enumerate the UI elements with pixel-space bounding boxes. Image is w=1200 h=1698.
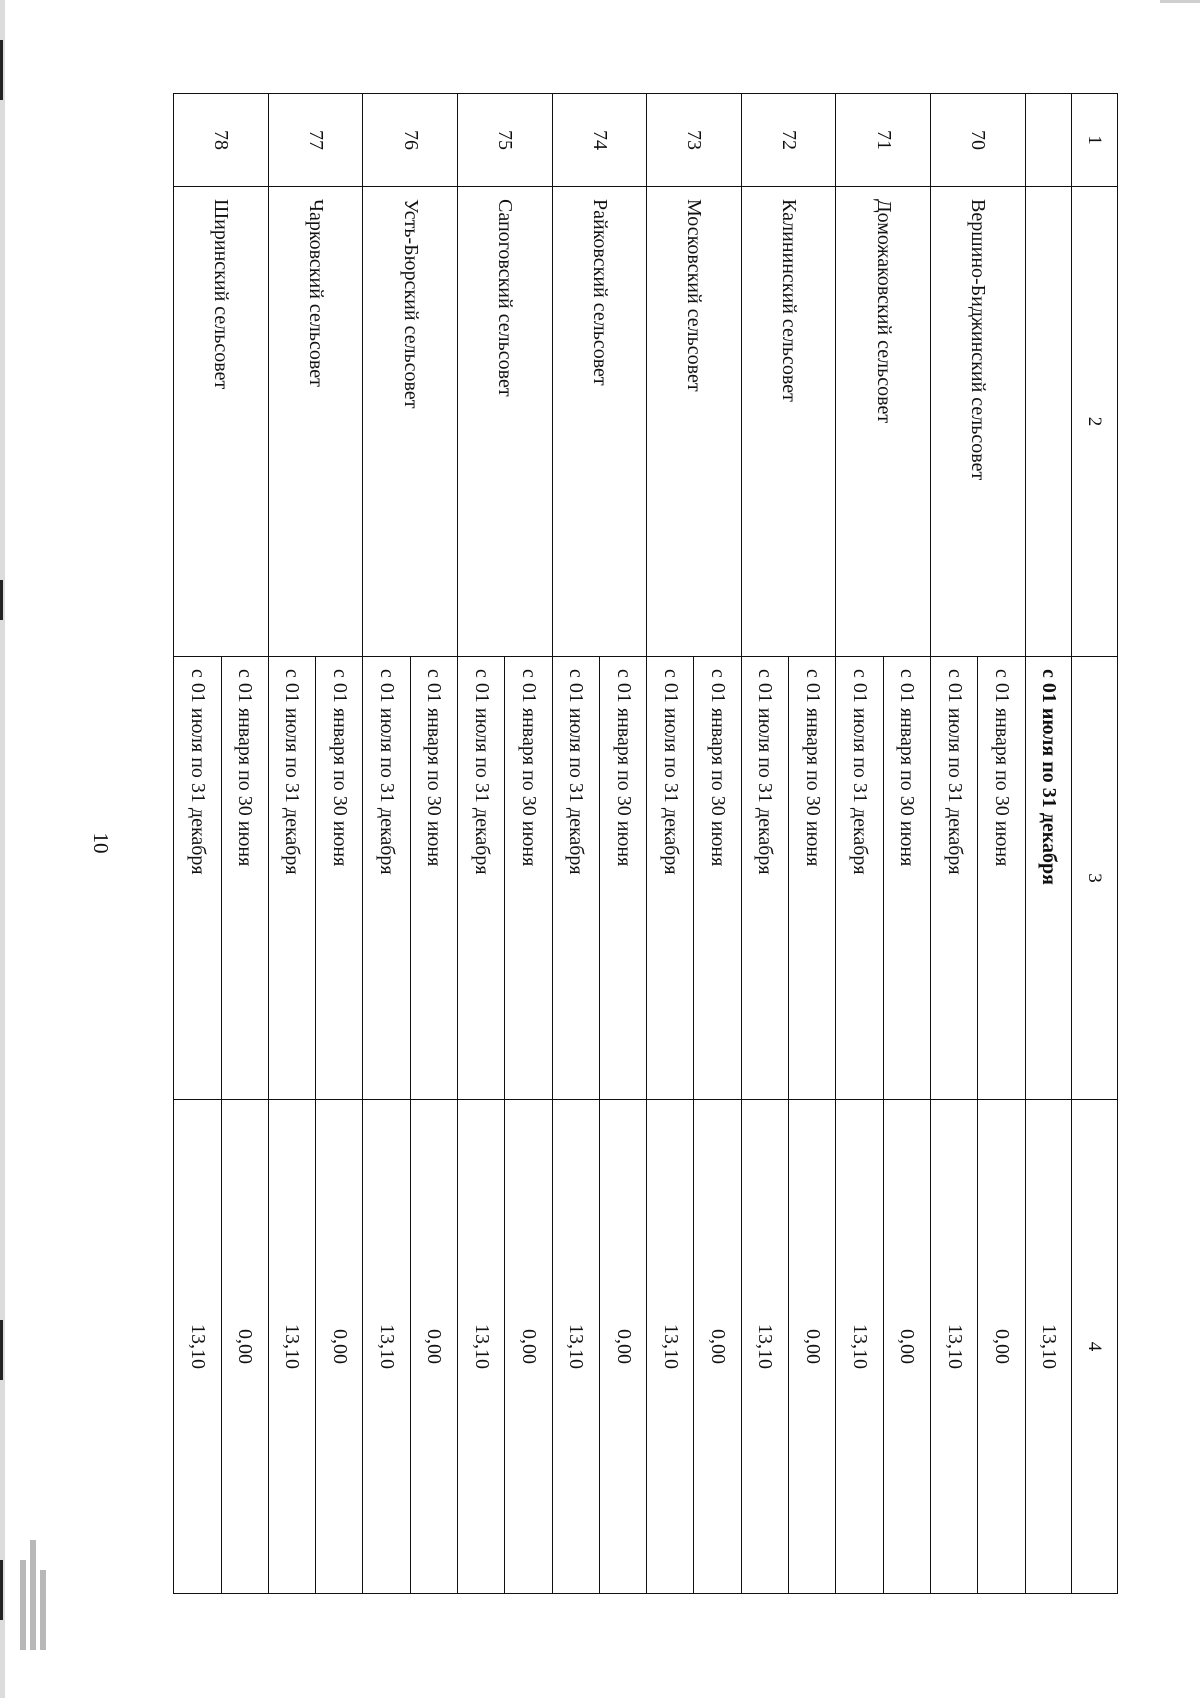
scan-edge-mark [0,1320,3,1380]
rate-schedule-table [173,93,1118,1594]
header-row [1071,94,1117,1594]
table-row [599,94,646,1594]
row-number-cell [1025,94,1071,187]
scanner-stamp [16,1540,56,1660]
period-cell: с 01 июля по 31 декабря [174,657,222,1100]
continuation-row [1025,94,1071,1594]
value-cell: 0,00 [789,1100,836,1594]
row-number-cell: 74 [552,94,647,187]
settlement-name-cell: Усть-Бюрский сельсовет [363,187,458,657]
row-number-cell: 72 [741,94,836,187]
period-cell: с 01 июля по 31 декабря [836,657,883,1100]
scan-edge-mark [0,40,3,100]
settlement-name-cell: Сапоговский сельсовет [458,187,553,657]
period-cell: с 01 января по 30 июня [221,657,268,1100]
value-cell: 13,10 [647,1100,694,1594]
table-row [505,94,552,1594]
table-row [221,94,268,1594]
period-cell: с 01 июля по 31 декабря [268,657,315,1100]
value-cell: 0,00 [316,1100,363,1594]
rotated-page-content [89,93,1118,1593]
value-cell: 13,10 [930,1100,977,1594]
settlement-name-cell: Чарковский сельсовет [268,187,363,657]
value-cell: 13,10 [552,1100,599,1594]
value-cell: 0,00 [694,1100,741,1594]
settlement-name-cell: Райковский сельсовет [552,187,647,657]
table-row [978,94,1025,1594]
value-cell: 13,10 [174,1100,222,1594]
period-cell: с 01 января по 30 июня [410,657,457,1100]
settlement-name-cell: Доможаковский сельсовет [836,187,931,657]
period-cell: с 01 июля по 31 декабря [930,657,977,1100]
value-cell: 0,00 [978,1100,1025,1594]
period-cell: с 01 января по 30 июня [316,657,363,1100]
settlement-name-cell: Калининский сельсовет [741,187,836,657]
period-cell: с 01 января по 30 июня [883,657,930,1100]
scan-edge-left [0,0,5,1698]
value-cell: 13,10 [1025,1100,1071,1594]
period-cell: с 01 июля по 31 декабря [458,657,505,1100]
period-cell: с 01 января по 30 июня [694,657,741,1100]
table-row [883,94,930,1594]
settlement-name-cell: Вершино-Биджинский сельсовет [930,187,1025,657]
period-cell: с 01 января по 30 июня [789,657,836,1100]
period-cell: с 01 января по 30 июня [978,657,1025,1100]
settlement-name-cell: Московский сельсовет [647,187,742,657]
period-cell: с 01 июля по 31 декабря [741,657,788,1100]
table-row [316,94,363,1594]
value-cell: 0,00 [505,1100,552,1594]
header-cell: 2 [1071,187,1117,657]
value-cell: 0,00 [410,1100,457,1594]
header-cell: 3 [1071,657,1117,1100]
row-number-cell: 73 [647,94,742,187]
value-cell: 13,10 [363,1100,410,1594]
value-cell: 13,10 [741,1100,788,1594]
value-cell: 13,10 [458,1100,505,1594]
settlement-name-cell [1025,187,1071,657]
scan-edge-mark [0,580,3,620]
row-number-cell: 75 [458,94,553,187]
period-cell: с 01 июля по 31 декабря [363,657,410,1100]
row-number-cell: 77 [268,94,363,187]
scan-edge-mark [0,1560,3,1620]
page-number: 10 [89,832,113,854]
scan-edge-top [1160,0,1200,3]
header-cell: 1 [1071,94,1117,187]
table-row [789,94,836,1594]
table-row [694,94,741,1594]
value-cell: 13,10 [836,1100,883,1594]
row-number-cell: 76 [363,94,458,187]
table-row [410,94,457,1594]
period-cell: с 01 июля по 31 декабря [647,657,694,1100]
value-cell: 0,00 [883,1100,930,1594]
period-cell: с 01 июля по 31 декабря [1025,657,1071,1100]
settlement-name-cell: Ширинский сельсовет [174,187,269,657]
row-number-cell: 70 [930,94,1025,187]
row-number-cell: 78 [174,94,269,187]
period-cell: с 01 июля по 31 декабря [552,657,599,1100]
value-cell: 0,00 [221,1100,268,1594]
period-cell: с 01 января по 30 июня [505,657,552,1100]
header-cell: 4 [1071,1100,1117,1594]
value-cell: 0,00 [599,1100,646,1594]
period-cell: с 01 января по 30 июня [599,657,646,1100]
row-number-cell: 71 [836,94,931,187]
value-cell: 13,10 [268,1100,315,1594]
